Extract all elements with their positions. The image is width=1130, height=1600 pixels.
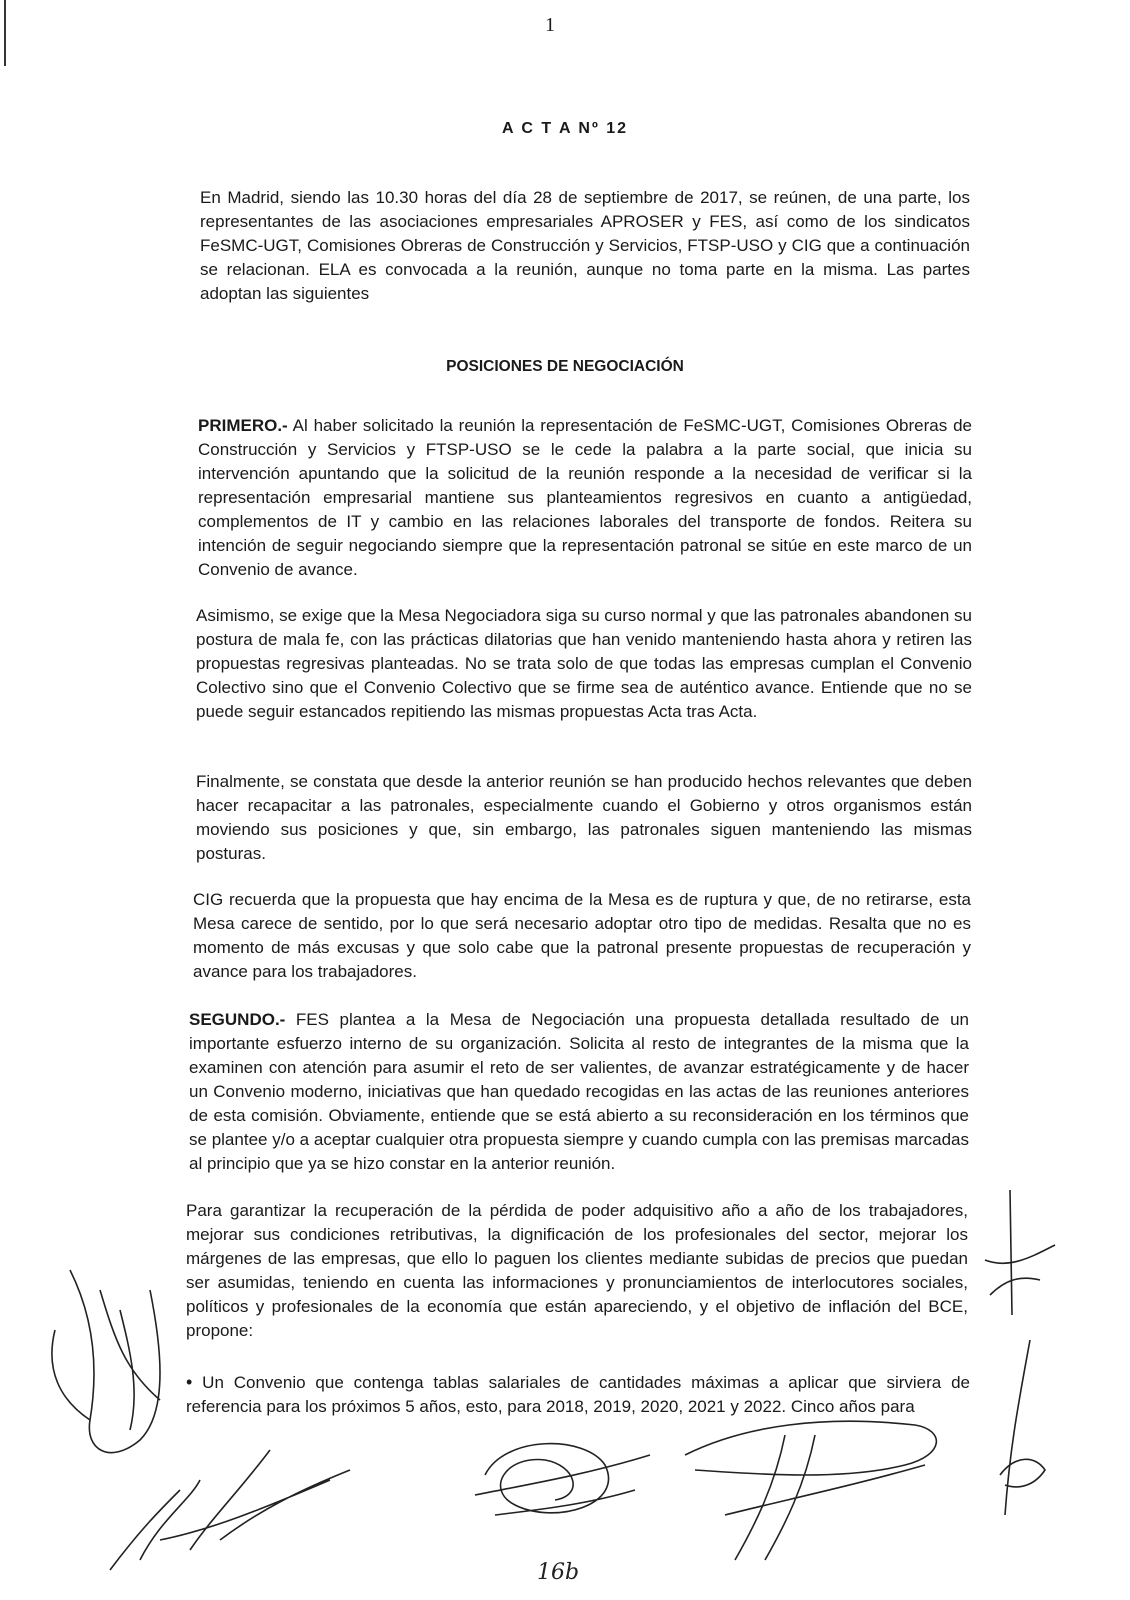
scan-edge-mark bbox=[4, 0, 7, 66]
document-title: A C T A Nº 12 bbox=[501, 120, 629, 137]
garantizar-paragraph: Para garantizar la recuperación de la pérdida de poder adquisitivo año a año de los trabajadores, mejorar sus condiciones retributivas, la dignificación de los profesionales del sector, mejorar los márgenes de las empresas, que ello lo paguen los clientes mediante subidas de precios que puedan ser asumidas, teniendo en cuenta las informaciones y pronunciamientos de interlocutores sociales, políticos y profesionales de la economía que están apareciendo, y el objetivo de inflación del BCE, propone: bbox=[186, 1201, 968, 1340]
signature-bottom-right bbox=[665, 1395, 965, 1570]
segundo-paragraph bbox=[189, 1008, 969, 1176]
segundo-text: FES plantea a la Mesa de Negociación una propuesta detallada resultado de un importante esfuerzo interno de su organización. Solicita al resto de integrantes de la misma que la examinen con atención para asumir el reto de ser valientes, de avanzar estratégicamente y de hacer un Convenio moderno, iniciativas que han quedado recogidas en las actas de las reuniones anteriores de esta comisión. Obviamente, entiende que se está abierto a su reconsideración en los términos que se plantee y/o a aceptar cualquier otra propuesta siempre y cuando cumpla con las premisas marcadas al principio que ya se hizo constar en la anterior reunión. bbox=[189, 1010, 969, 1173]
cig-paragraph: CIG recuerda que la propuesta que hay encima de la Mesa es de ruptura y que, de no retirarse, esta Mesa carece de sentido, por lo que será necesario adoptar otro tipo de medidas. Resalta que no es momento de más excusas y que solo cabe que la patronal presente propuestas de recuperación y avance para los trabajadores. bbox=[193, 890, 971, 981]
asimismo-paragraph: Asimismo, se exige que la Mesa Negociadora siga su curso normal y que las patronales abandonen su postura de mala fe, con las prácticas dilatorias que han venido manteniendo hasta ahora y retiren las propuestas regresivas planteadas. No se trata solo de que todas las empresas cumplan el Convenio Colectivo sino que el Convenio Colectivo que se firme sea de auténtico avance. Entiende que no se puede seguir estancados repitiendo las mismas propuestas Acta tras Acta. bbox=[196, 606, 972, 721]
segundo-label: SEGUNDO.- bbox=[189, 1010, 286, 1029]
bullet-text: Un Convenio que contenga tablas salariales de cantidades máximas a aplicar que sirviera de referencia para los próximos 5 años, esto, para 2018, 2019, 2020, 2021 y 2022. Cinco años para bbox=[186, 1373, 970, 1416]
initials-right-margin-top bbox=[980, 1185, 1060, 1325]
primero-paragraph bbox=[198, 414, 972, 582]
signature-initials: 16b bbox=[537, 1560, 580, 1585]
initials-right-margin-bottom bbox=[985, 1335, 1055, 1525]
primero-text: Al haber solicitado la reunión la representación de FeSMC-UGT, Comisiones Obreras de Construcción y Servicios y FTSP-USO se le cede la palabra a la parte social, que inicia su intervención apuntando que la solicitud de la reunión responde a la necesidad de verificar si la representación empresarial mantiene sus planteamientos regresivos en cuanto a antigüedad, complementos de IT y cambio en las relaciones laborales del transporte de fondos. Reitera su intención de seguir negociando siempre que la representación patronal se sitúe en este marco de un Convenio de avance. bbox=[198, 416, 972, 579]
finalmente-paragraph: Finalmente, se constata que desde la anterior reunión se han producido hechos relevantes que deben hacer recapacitar a las patronales, especialmente cuando el Gobierno y otros organismos están moviendo sus posiciones y que, sin embargo, las patronales siguen manteniendo las mismas posturas. bbox=[196, 772, 972, 863]
intro-paragraph: En Madrid, siendo las 10.30 horas del día 28 de septiembre de 2017, se reúnen, de una parte, los representantes de las asociaciones empresariales APROSER y FES, así como de los sindicatos FeSMC-UGT, Comisiones Obreras de Construcción y Servicios, FTSP-USO y CIG que a continuación se relacionan. ELA es convocada a la reunión, aunque no toma parte en la misma. Las partes adoptan las siguientes bbox=[200, 188, 970, 303]
section-title: POSICIONES DE NEGOCIACIÓN bbox=[446, 358, 684, 375]
bullet-marker: • bbox=[186, 1372, 193, 1392]
signature-bottom-left bbox=[100, 1430, 360, 1580]
primero-label: PRIMERO.- bbox=[198, 416, 288, 435]
page-number: 1 bbox=[545, 14, 555, 36]
